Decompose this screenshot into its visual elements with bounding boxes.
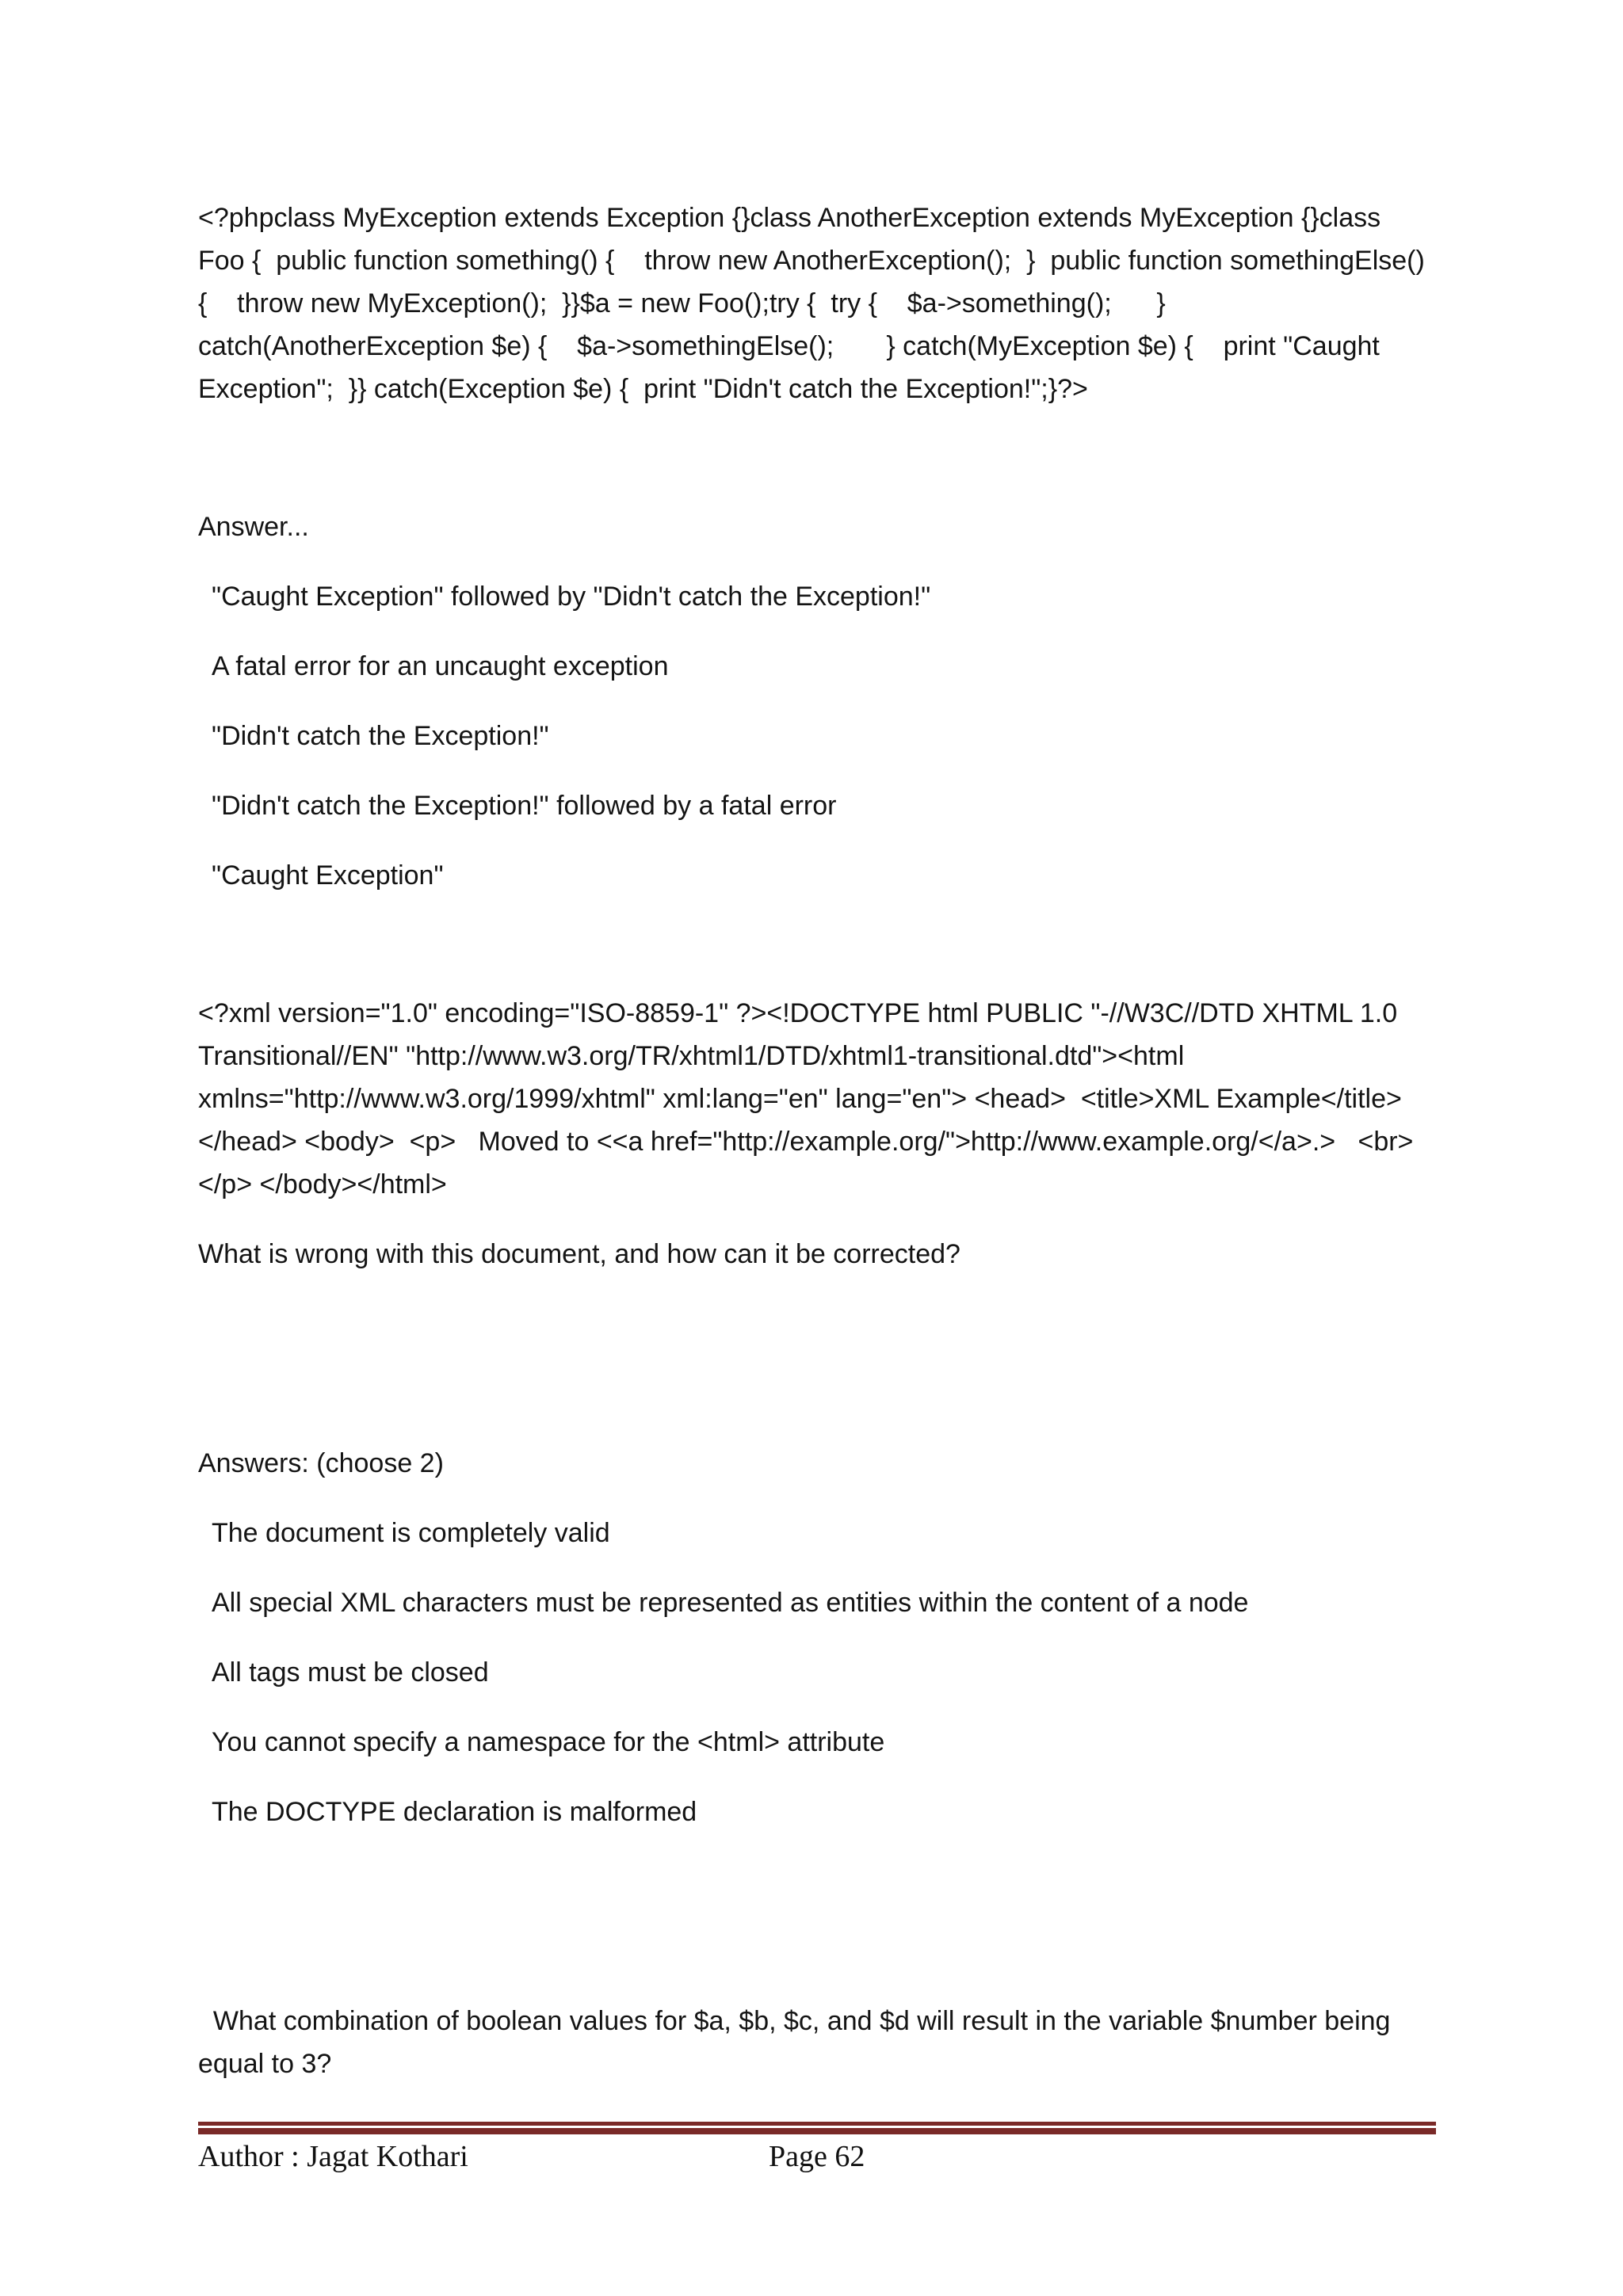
question1-code: <?phpclass MyException extends Exception {}class AnotherException extends MyException {}class Foo { public function something() { throw new AnotherException(); } public function somethingElse() { throw new MyException(); }}$a = new Foo();try { try { $a->something(); } catch(AnotherException $e) { $a->somethingElse(); } catch(MyException $e) { print "Caught Exception"; }} catch(Exception $e) { print "Didn't catch the Exception!";}?>	[198, 203, 1433, 404]
spacer	[198, 1833, 1434, 2000]
question1-option-3: "Didn't catch the Exception!"	[212, 721, 549, 751]
question2-code: <?xml version="1.0" encoding="ISO-8859-1" ?><!DOCTYPE html PUBLIC "-//W3C//DTD XHTML 1.0 Transitional//EN" "http://www.w3.org/TR/xhtml1/DTD/xhtml1-transitional.dtd"><html xmlns="http://www.w3.org/1999/xhtml" xml:lang="en" lang="en"> <head> <title>XML Example</title> </head> <body> <p> Moved to <<a href="http://example.org/">http://www.example.org/</a>.> <br> </p> </body></html>	[198, 998, 1429, 1199]
footer-author: Author : Jagat Kothari	[198, 2140, 468, 2173]
question1-option-4: "Didn't catch the Exception!" followed by a fatal error	[212, 791, 837, 821]
spacer	[198, 410, 1434, 505]
question2-option-5: The DOCTYPE declaration is malformed	[212, 1797, 697, 1827]
spacer	[198, 897, 1434, 992]
question2-options	[198, 1512, 1434, 1833]
question1-answer-heading: Answer...	[198, 512, 309, 542]
question2-prompt: What is wrong with this document, and how can it be corrected?	[198, 1239, 960, 1269]
spacer	[198, 1276, 1434, 1442]
question2-answer-heading: Answers: (choose 2)	[198, 1448, 444, 1478]
footer-page-number: Page 62	[769, 2140, 865, 2173]
question2-option-4: You cannot specify a namespace for the <html> attribute	[212, 1727, 885, 1757]
footer-rule	[198, 2122, 1436, 2134]
question2-option-2: All special XML characters must be represented as entities within the content of a node	[212, 1588, 1249, 1618]
question1-option-2: A fatal error for an uncaught exception	[212, 651, 669, 681]
page-content	[198, 196, 1434, 2085]
question1-options	[198, 575, 1434, 897]
question1-option-5: "Caught Exception"	[212, 860, 444, 891]
question3-prompt: What combination of boolean values for $a, $b, $c, and $d will result in the variable $number being equal to 3?	[198, 2006, 1398, 2079]
question1-option-1: "Caught Exception" followed by "Didn't catch the Exception!"	[212, 582, 931, 612]
question2-option-1: The document is completely valid	[212, 1518, 610, 1548]
question2-option-3: All tags must be closed	[212, 1657, 489, 1688]
